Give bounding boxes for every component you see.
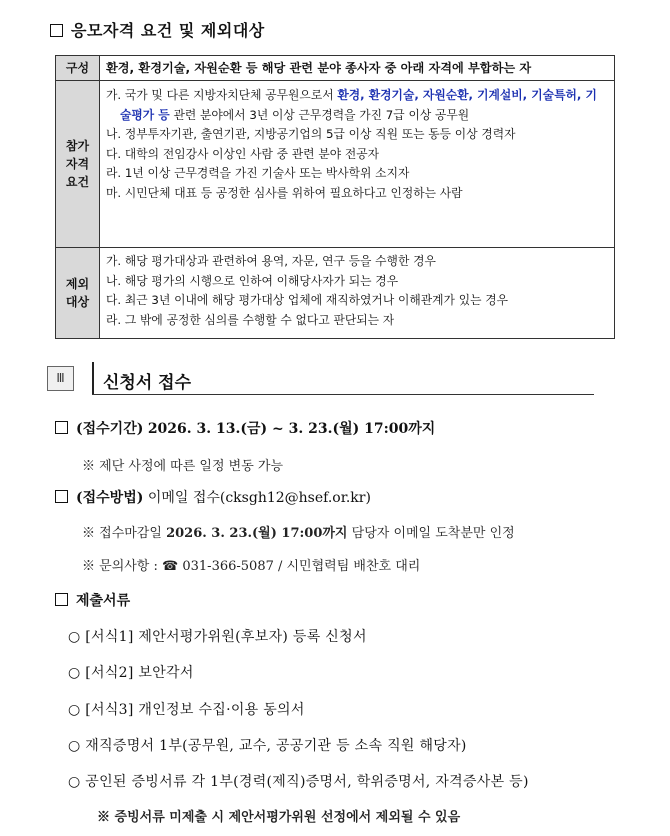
method-value: 이메일 접수(cksgh12@hsef.or.kr) [147, 490, 371, 506]
section-title-application: 신청서 접수 [103, 373, 192, 393]
checkbox-square-icon [55, 593, 68, 606]
document-item: ○ [서식2] 보안각서 [68, 665, 194, 681]
section-divider-bar [92, 362, 94, 394]
row-content: 환경, 환경기술, 자원순환 등 해당 관련 분야 종사자 중 아래 자격에 부합하는 자 [106, 61, 532, 75]
item-text: 가. 국가 및 다른 지방자치단체 공무원으로서 [106, 88, 338, 102]
section-heading-eligibility [50, 18, 265, 41]
list-item: 다. 대학의 전임강사 이상인 사람 중 관련 분야 전공자 [106, 146, 380, 161]
note-text: 담당자 이메일 도착분만 인정 [347, 526, 515, 541]
section-number-badge: Ⅲ [47, 366, 74, 391]
document-item: ○ [서식3] 개인정보 수집·이용 동의서 [68, 702, 305, 718]
list-item: 나. 해당 평가의 시행으로 인하여 이해당사자가 되는 경우 [106, 273, 399, 288]
documents-title: 제출서류 [76, 593, 131, 609]
row-header-line: 자격 [65, 157, 90, 171]
documents-heading [55, 590, 130, 610]
contact-value: 031-366-5087 / 시민협력팀 배찬호 대리 [182, 559, 421, 574]
eligibility-table [55, 55, 615, 339]
item-text: 관련 분야에서 3년 이상 근무경력을 가진 7급 이상 공무원 [169, 107, 470, 122]
period-value: 2026. 3. 13.(금) ~ 3. 23.(월) 17:00까지 [147, 421, 436, 437]
row-header-line: 제외 [65, 277, 90, 291]
final-note: ※ 증빙서류 미제출 시 제안서평가위원 선정에서 제외될 수 있음 [97, 810, 461, 825]
row-header-line: 대상 [65, 295, 90, 309]
row-header: 구성 [56, 56, 100, 80]
section-underline [92, 394, 594, 395]
checkbox-square-icon [55, 490, 68, 503]
period-note: ※ 제단 사정에 따른 일정 변동 가능 [82, 459, 284, 474]
section-title: 응모자격 요건 및 제외대상 [71, 21, 265, 40]
table-row-exclusions [56, 247, 614, 338]
contact-note [82, 555, 420, 574]
document-item: ○ [서식1] 제안서평가위원(후보자) 등록 신청서 [68, 629, 367, 645]
note-text: ※ 문의사항 : [82, 559, 163, 574]
application-period [55, 418, 435, 438]
table-row-requirements [56, 80, 614, 247]
deadline-note [82, 522, 515, 541]
application-method [55, 487, 371, 507]
list-item: 다. 최근 3년 이내에 해당 평가대상 업체에 재직하였거나 이해관계가 있는 경우 [106, 293, 509, 307]
row-header-line: 요건 [65, 175, 90, 189]
period-label: (접수기간) [76, 421, 144, 437]
requirements-list [100, 81, 614, 247]
document-item: ○ 재직증명서 1부(공무원, 교수, 공공기관 등 소속 직원 해당자) [68, 738, 467, 754]
list-item: 가. 해당 평가대상과 관련하여 용역, 자문, 연구 등을 수행한 경우 [106, 254, 436, 268]
phone-icon: ☎ [162, 559, 179, 574]
checkbox-square-icon [55, 421, 68, 434]
table-row-composition [56, 56, 614, 80]
list-item: 나. 정부투자기관, 출연기관, 지방공기업의 5급 이상 직원 또는 동등 이상 경력자 [106, 127, 516, 141]
row-header [56, 248, 100, 338]
exclusions-list [100, 248, 614, 338]
note-text: ※ 접수마감일 [82, 526, 167, 541]
method-label: (접수방법) [76, 490, 144, 506]
row-header-line: 참가 [65, 139, 90, 153]
document-item: ○ 공인된 증빙서류 각 1부(경력(제직)증명서, 학위증명서, 자격증사본 등) [68, 774, 529, 790]
list-item: 라. 그 밖에 공정한 심의를 수행할 수 없다고 판단되는 자 [106, 312, 395, 327]
checkbox-square-icon [50, 24, 63, 37]
note-bold: 2026. 3. 23.(월) 17:00까지 [166, 526, 348, 541]
row-header [56, 81, 100, 247]
list-item: 마. 시민단체 대표 등 공정한 심사를 위하여 필요하다고 인정하는 사람 [106, 185, 463, 200]
item-highlight: 환경, 환경기술, 자원순환, 기계설비, 기술특허, 기술평가 등 [120, 88, 597, 122]
list-item: 라. 1년 이상 근무경력을 가진 기술사 또는 박사학위 소지자 [106, 166, 410, 180]
list-item [106, 86, 608, 125]
